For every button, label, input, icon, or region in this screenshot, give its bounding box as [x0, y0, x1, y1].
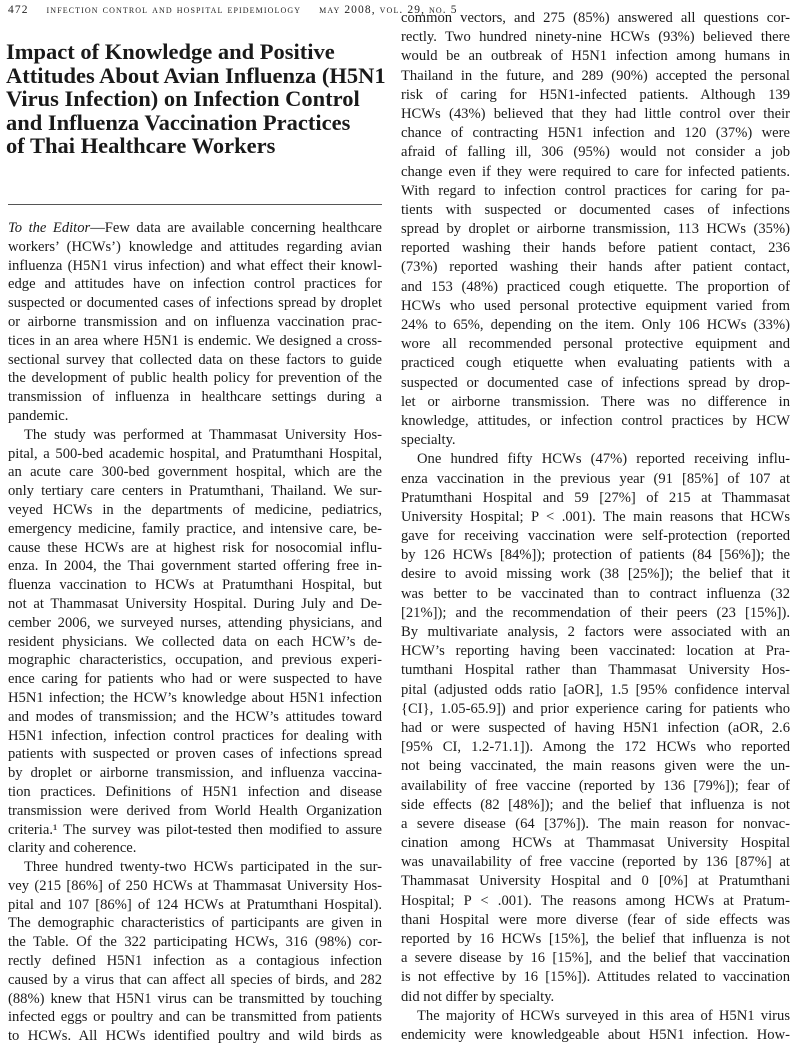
text-line: One hundred fifty HCWs (47%) reported receiving influ- [417, 451, 790, 468]
text-line: The study was performed at Thammasat University Hos- [24, 426, 382, 443]
text-line: tumthani Hospital rather than Thammasat University Hos- [401, 662, 790, 679]
text-line: pital (adjusted odds ratio [aOR], 1.5 [95% confidence interval [401, 681, 790, 698]
text-line: criteria.¹ The survey was pilot-tested then modified to assure [8, 821, 382, 838]
text-line: influenza (H5N1 virus infection) and what effect their knowl- [8, 257, 382, 274]
text-line: to HCWs. All HCWs identified poultry and wild birds as [8, 1028, 382, 1045]
text-line: (88%) knew that H5N1 virus can be transmitted by touching [8, 990, 382, 1007]
text-line: pital and 107 [86%] of 124 HCWs at Pratumthani Hospital). [8, 896, 382, 913]
text-line: an acute care 300-bed government hospital, which are the [8, 464, 382, 481]
text-line: side effects (82 [48%]); and the belief that influenza is not [401, 796, 790, 813]
text-line: thani Hospital were more diverse (fear of side effects was [401, 911, 790, 928]
text-line: resident physicians. We collected data on each HCW’s de- [8, 633, 382, 650]
text-line: suspected or documented cases of infections spread by droplet [8, 295, 382, 312]
text-line: pital, a 500-bed academic hospital, and Pratumthani Hospital, [8, 445, 382, 462]
text-line: by 126 HCWs [84%]); protection of patients (84 [56%]); the [401, 547, 790, 564]
text-line: risk of caring for H5N1-infected patients. Although 139 [401, 86, 790, 103]
title-divider [8, 204, 382, 205]
text-line: HCW’s reporting having been vaccinated: location at Pra- [401, 643, 790, 660]
text-line: fluenza vaccination to HCWs at Pratumthani Hospital, but [8, 577, 382, 594]
text-line: endemicity were knowledgeable about H5N1 infection. How- [401, 1026, 790, 1043]
title-line: Virus Infection) on Infection Control [6, 86, 360, 111]
text-line: desire to avoid missing work (38 [25%]); the belief that it [401, 566, 790, 583]
text-line: enza. In 2004, the Thai government started offering free in- [8, 558, 382, 575]
text-line: chance of contracting H5N1 infection and 120 (37%) were [401, 125, 790, 142]
text-line: is not effective by 16 [15%]). Attitudes related to vaccination [401, 969, 790, 986]
text-line: cination among HCWs at Thammasat University Hospital [401, 835, 790, 852]
text-line: infected eggs or poultry and can be transmitted from patients [8, 1009, 382, 1026]
text-line: veyed HCWs in the departments of medicine, pediatrics, [8, 501, 382, 518]
text-line: knowledge, attitudes, or infection control practices by HCW [401, 412, 790, 429]
text-line: cember 2006, we surveyed nurses, attending physicians, and [8, 614, 382, 631]
text-line: enza vaccination in the previous year (91 [85%] of 107 at [401, 470, 790, 487]
issue-info: may 2008, vol. 29, no. 5 [319, 4, 458, 16]
text-line: clarity and coherence. [8, 840, 137, 857]
text-line: suspected or documented case of infections spread by drop- [401, 374, 790, 391]
text-line: caused by a virus that can affect all species of birds, and 282 [8, 971, 382, 988]
text-line: HCWs who used personal protective equipment varied from [401, 297, 790, 314]
text-line: With regard to infection control practices for caring for pa- [401, 182, 790, 199]
text-line: rectly defined H5N1 infection as a contagious infection [8, 953, 382, 970]
text-line: vey (215 [86%] of 250 HCWs at Thammasat University Hos- [8, 877, 382, 894]
text-line: The majority of HCWs surveyed in this area of H5N1 virus [417, 1007, 790, 1024]
text-line: tices in an area where H5N1 is endemic. We designed a cross- [8, 332, 382, 349]
text-line: had or were suspected of having H5N1 infection (aOR, 2.6 [401, 719, 790, 736]
text-line: Thammasat University Hospital and 0 [0%] at Pratumthani [401, 873, 790, 890]
text-line: 24% to 65%, depending on the item. Only 106 HCWs (33%) [401, 317, 790, 333]
text-line: not at Thammasat University Hospital. During July and De- [8, 595, 382, 612]
text-line: common vectors, and 275 (85%) answered all questions cor- [401, 10, 790, 26]
text-line: H5N1 infection; the HCW’s knowledge about H5N1 infection [8, 689, 382, 706]
text-line: wore all recommended personal protective equipment and [401, 336, 790, 353]
text-line: and 153 (48%) practiced cough etiquette. The proportion of [401, 278, 790, 295]
title-line: of Thai Healthcare Workers [6, 133, 276, 158]
text-line: was better to be vaccinated than to contract influenza (32 [401, 585, 790, 602]
text-line: a severe disease (64 [37%]). The main reason for nonvac- [401, 815, 790, 832]
text-line: Hospital; P < .001). The reasons among HCWs at Pratum- [401, 892, 790, 909]
text-line: change even if they were required to care for infected patients. [401, 163, 790, 180]
text-line: tients with suspected or documented cases of infections [401, 201, 790, 218]
text-line: emergency medicine, family practice, and intensive care, be- [8, 520, 382, 537]
text-line: or airborne transmission and on influenza vaccination prac- [8, 313, 382, 330]
text-line: workers’ (HCWs’) knowledge and attitudes regarding avian [8, 238, 382, 255]
lead-in: To the Editor [8, 220, 91, 236]
text-line: a severe disease by 16 [15%], and the belief that vaccination [401, 950, 790, 967]
paragraph [8, 219, 382, 426]
text-line: practiced cough etiquette when evaluating patients with a [401, 355, 790, 372]
left-column [8, 219, 382, 1046]
text-line: would be an outbreak of H5N1 infection among humans in [401, 48, 790, 65]
text-line: reported by 16 HCWs [15%], the belief that influenza is not [401, 931, 790, 947]
text-line: H5N1 infection, infection control practices for dealing with [8, 727, 382, 744]
text-line: [95% CI, 1.2-71.1]). Among the 172 HCWs who reported [401, 739, 790, 756]
text-line-rest: —Few data are available concerning healthcare [90, 220, 382, 236]
text-line: By multivariate analysis, 2 factors were associated with an [401, 624, 790, 640]
text-line: specialty. [401, 432, 456, 449]
text-line: tion practices. Definitions of H5N1 infection and disease [8, 783, 382, 800]
text-line: let or airborne transmission. There was no difference in [401, 393, 790, 410]
text-line: gave for receiving vaccination were self-protection (reported [401, 528, 790, 545]
text-line: and modes of transmission; and the HCW’s attitudes toward [8, 708, 382, 725]
text-line: availability of free vaccine (reported by 136 [79%]); fear of [401, 777, 790, 794]
paragraph [401, 450, 790, 1006]
text-line: by droplet or airborne transmission, and influenza vaccina- [8, 765, 382, 782]
text-line: HCWs (43%) believed that they had little control over their [401, 105, 790, 122]
paragraph [8, 858, 382, 1046]
article-title [6, 40, 386, 158]
text-line: transmission were derived from World Health Organization [8, 802, 382, 819]
text-line: Thailand in the future, and 289 (90%) accepted the personal [401, 67, 790, 84]
text-line: Pratumthani Hospital and 59 [27%] of 215 at Thammasat [401, 489, 790, 506]
text-line: was unavailability of free vaccine (reported by 136 [87%] at [401, 854, 790, 871]
journal-name: infection control and hospital epidemiology [46, 4, 302, 16]
text-line: not being vaccinated, the main reasons given were the un- [401, 758, 790, 775]
text-line: spread by droplet or airborne transmission, 113 HCWs (35%) [401, 221, 790, 238]
text-line: did not differ by specialty. [401, 988, 555, 1005]
paragraph [401, 1007, 790, 1045]
title-line: and Influenza Vaccination Practices [6, 109, 351, 135]
text-line: patients with suspected or proven cases of infections spread [8, 746, 382, 763]
text-line: (73%) reported washing their hands after patient contact, [401, 259, 790, 276]
text-line: ence caring for patients who had or were suspected to have [8, 671, 382, 688]
text-line: afraid of falling ill, 306 (95%) would not consider a job [401, 144, 790, 161]
text-line: pandemic. [8, 407, 69, 424]
title-line: Attitudes About Avian Influenza (H5N1 [6, 62, 386, 88]
text-line: rectly. Two hundred ninety-nine HCWs (93%) believed there [401, 29, 790, 46]
text-line: cause these HCWs are at highest risk for nosocomial influ- [8, 539, 382, 556]
text-line: [21%]); and the recommendation of their peers (23 [15%]). [401, 604, 790, 621]
text-line: transmission of influenza in healthcare settings during a [8, 389, 382, 406]
text-line: only tertiary care centers in Pratumthani, Thailand. We sur- [8, 483, 382, 500]
paragraph [8, 426, 382, 858]
text-line: sectional survey that collected data on these factors to guide [8, 351, 382, 368]
text-line: edge and attitudes have on infection control practices for [8, 276, 382, 293]
text-line: the Table. Of the 322 participating HCWs, 316 (98%) cor- [8, 934, 382, 951]
text-line: {CI}, 1.05-65.9]) and prior experience caring for patients who [401, 700, 790, 717]
text-line: The demographic characteristics of participants are given in [8, 915, 382, 932]
page-number: 472 [8, 4, 29, 16]
paragraph [401, 9, 790, 450]
text-line: University Hospital; P < .001). The main reasons that HCWs [401, 508, 790, 525]
text-line: Three hundred twenty-two HCWs participated in the sur- [24, 859, 382, 876]
text-line: mographic characteristics, occupation, and previous experi- [8, 652, 382, 669]
text-line [8, 219, 382, 238]
right-column [401, 9, 790, 1045]
text-line: reported washing their hands before patient contact, 236 [401, 240, 790, 257]
title-line: Impact of Knowledge and Positive [6, 39, 335, 64]
text-line: the development of public health policy for prevention of the [8, 370, 382, 387]
